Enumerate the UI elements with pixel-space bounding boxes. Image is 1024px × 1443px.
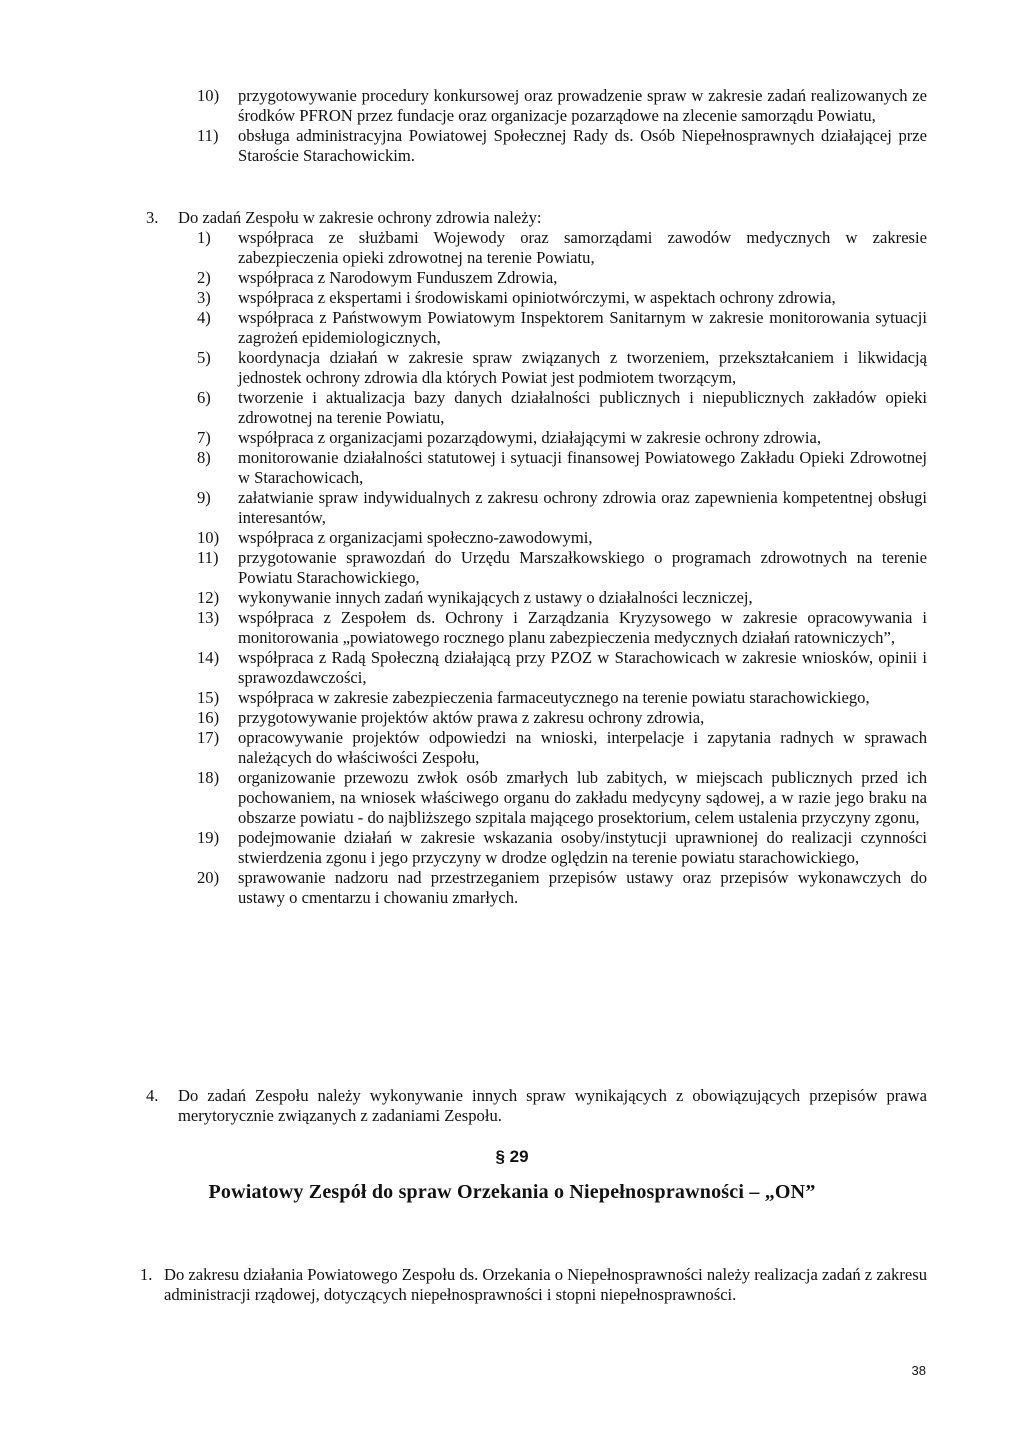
item-number: 9) [197,488,211,507]
list-item [197,348,927,388]
item-number: 2) [197,268,211,287]
item-text: przygotowywanie projektów aktów prawa z zakresu ochrony zdrowia, [238,708,705,727]
list-item [197,528,927,548]
list-item [197,608,927,648]
section-heading-text: Do zadań Zespołu w zakresie ochrony zdrowia należy: [178,208,542,227]
list-item [197,428,927,448]
item-text: wykonywanie innych zadań wynikających z ustawy o działalności leczniczej, [238,588,753,607]
item-text: opracowywanie projektów odpowiedzi na wnioski, interpelacje i zapytania radnych w sprawach należących do właściwości Zespołu, [238,728,927,767]
item-text: przygotowanie sprawozdań do Urzędu Marszałkowskiego o programach zdrowotnych na terenie Powiatu Starachowickiego, [238,548,927,587]
list-item [197,548,927,588]
paragraph-mark: § 29 [495,1147,529,1166]
list-item [197,708,927,728]
list-item [197,868,927,908]
section-heading [146,208,927,228]
list-item [197,126,927,166]
item-text: współpraca z Zespołem ds. Ochrony i Zarządzania Kryzysowego w zakresie opracowywania i monitorowania „powiatowego rocznego planu zabezpieczenia medycznych działań ratowniczych”, [238,608,927,647]
item-text: monitorowanie działalności statutowej i sytuacji finansowej Powiatowego Zakładu Opieki Zdrowotnej w Starachowicach, [238,448,927,487]
section-health-tasks [146,208,927,908]
item-text: współpraca z Państwowym Powiatowym Inspektorem Sanitarnym w zakresie monitorowania sytuacji zagrożeń epidemiologicznych, [238,308,927,347]
item-text: koordynacja działań w zakresie spraw związanych z tworzeniem, przekształcaniem i likwidacją jednostek ochrony zdrowia dla których Powiat jest podmiotem tworzącym, [238,348,927,387]
list-item [197,828,927,868]
list-item [197,448,927,488]
item-number: 10) [197,528,220,547]
item-text: współpraca z Narodowym Funduszem Zdrowia, [238,268,558,287]
item-text: przygotowywanie procedury konkursowej oraz prowadzenie spraw w zakresie zadań realizowanych ze środków PFRON przez fundacje oraz organizacje pozarządowe na zlecenie samorządu Powiatu, [238,86,927,125]
item-number: 11) [197,126,219,145]
health-task-list [197,228,927,908]
list-item [197,268,927,288]
item-text: obsługa administracyjna Powiatowej Społecznej Rady ds. Osób Niepełnosprawnych działającej prze Staroście Starachowickim. [238,126,927,165]
continued-task-list [197,86,927,166]
section-text: Do zakresu działania Powiatowego Zespołu ds. Orzekania o Niepełnosprawności należy realizacja zadań z zakresu administracji rządowej, dotyczących niepełnosprawności i stopni niepełnosprawności. [164,1265,927,1304]
list-item [197,768,927,828]
item-text: współpraca w zakresie zabezpieczenia farmaceutycznego na terenie powiatu starachowickiego, [238,688,870,707]
item-number: 19) [197,828,220,847]
item-text: organizowanie przewozu zwłok osób zmarłych lub zabitych, w miejscach publicznych przed ich pochowaniem, na wniosek właściwego organu do zakładu medycyny sądowej, a w razie jego braku na obszarze powiatu - do najbliższego szpitala mającego prosektorium, celem ustalenia przyczyny zgonu, [238,768,927,827]
item-number: 11) [197,548,219,567]
item-number: 5) [197,348,211,367]
item-number: 6) [197,388,211,407]
item-text: współpraca z organizacjami społeczno-zawodowymi, [238,528,593,547]
item-number: 13) [197,608,220,627]
item-text: współpraca z ekspertami i środowiskami opiniotwórczymi, w aspektach ochrony zdrowia, [238,288,836,307]
item-number: 8) [197,448,211,467]
item-text: współpraca z organizacjami pozarządowymi, działającymi w zakresie ochrony zdrowia, [238,428,821,447]
item-number: 16) [197,708,220,727]
list-item [197,228,927,268]
section-other-tasks [146,1086,927,1126]
task-list [197,86,927,166]
section-on-scope [140,1265,927,1305]
item-number: 3) [197,288,211,307]
section-text: Do zadań Zespołu należy wykonywanie innych spraw wynikających z obowiązujących przepisów prawa merytorycznie związanych z zadaniami Zespołu. [178,1086,927,1125]
list-item [197,588,927,608]
section-number: 4. [146,1086,159,1105]
item-text: załatwianie spraw indywidualnych z zakresu ochrony zdrowia oraz zapewnienia kompetentnej obsługi interesantów, [238,488,927,527]
section-number: 3. [146,208,159,227]
list-item [197,688,927,708]
list-item [197,388,927,428]
item-text: tworzenie i aktualizacja bazy danych działalności publicznych i niepublicznych zakładów opieki zdrowotnej na terenie Powiatu, [238,388,927,427]
item-number: 14) [197,648,220,667]
list-item [197,488,927,528]
list-item [197,728,927,768]
page-number: 38 [911,1363,926,1378]
item-number: 10) [197,86,220,105]
item-number: 1) [197,228,211,247]
section-number: 1. [140,1265,153,1284]
item-number: 17) [197,728,220,747]
item-number: 15) [197,688,220,707]
list-item [197,308,927,348]
list-item [197,86,927,126]
item-text: współpraca z Radą Społeczną działającą przy PZOZ w Starachowicach w zakresie wniosków, opinii i sprawozdawczości, [238,648,927,687]
item-number: 7) [197,428,211,447]
item-number: 4) [197,308,211,327]
item-text: podejmowanie działań w zakresie wskazania osoby/instytucji uprawnionej do realizacji czynności stwierdzenia zgonu i jego przyczyny w drodze oględzin na terenie powiatu starachowickiego, [238,828,927,867]
item-number: 20) [197,868,220,887]
item-number: 18) [197,768,220,787]
list-item [197,648,927,688]
chapter-title: Powiatowy Zespół do spraw Orzekania o Niepełnosprawności – „ON” [208,1181,816,1203]
list-item [197,288,927,308]
item-text: współpraca ze służbami Wojewody oraz samorządami zawodów medycznych w zakresie zabezpieczenia opieki zdrowotnej na terenie Powiatu, [238,228,927,267]
item-number: 12) [197,588,220,607]
item-text: sprawowanie nadzoru nad przestrzeganiem przepisów ustawy oraz przepisów wykonawczych do ustawy o cmentarzu i chowaniu zmarłych. [238,868,927,907]
